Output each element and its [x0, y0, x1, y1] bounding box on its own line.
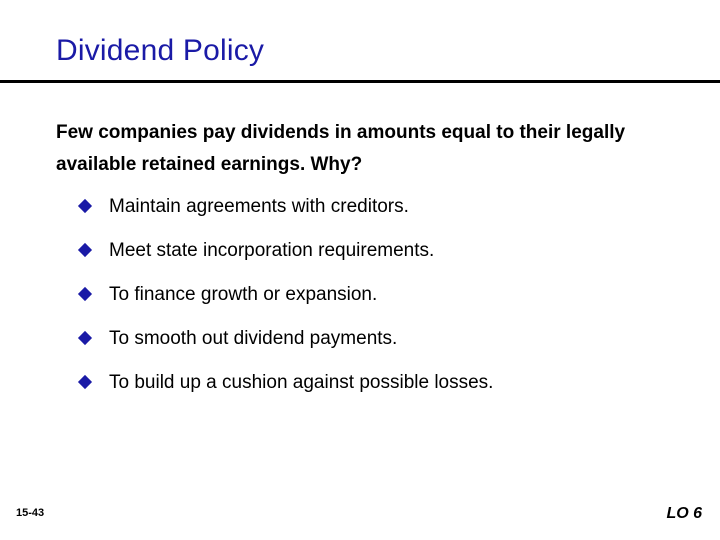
slide-number: 15-43 [16, 507, 45, 519]
bullet-text: To build up a cushion against possible losses. [109, 372, 494, 393]
learning-objective-label: LO 6 [666, 505, 702, 522]
bullet-text: Meet state incorporation requirements. [109, 240, 435, 261]
bullet-text: To finance growth or expansion. [109, 284, 378, 305]
bullet-text: To smooth out dividend payments. [109, 328, 398, 349]
intro-question: Few companies pay dividends in amounts equal to their legally available retained earnings. Why? [56, 122, 626, 175]
bullet-text: Maintain agreements with creditors. [109, 196, 409, 217]
diamond-bullet-icon [78, 243, 92, 257]
list-item [78, 325, 493, 369]
list-item [78, 237, 493, 281]
diamond-bullet-icon [78, 375, 92, 389]
list-item [78, 281, 493, 325]
list-item [78, 193, 493, 237]
diamond-bullet-icon [78, 331, 92, 345]
title-divider [0, 80, 720, 83]
slide-title: Dividend Policy [56, 34, 265, 67]
diamond-bullet-icon [78, 287, 92, 301]
reasons-list [78, 193, 493, 413]
diamond-bullet-icon [78, 199, 92, 213]
list-item [78, 369, 493, 413]
